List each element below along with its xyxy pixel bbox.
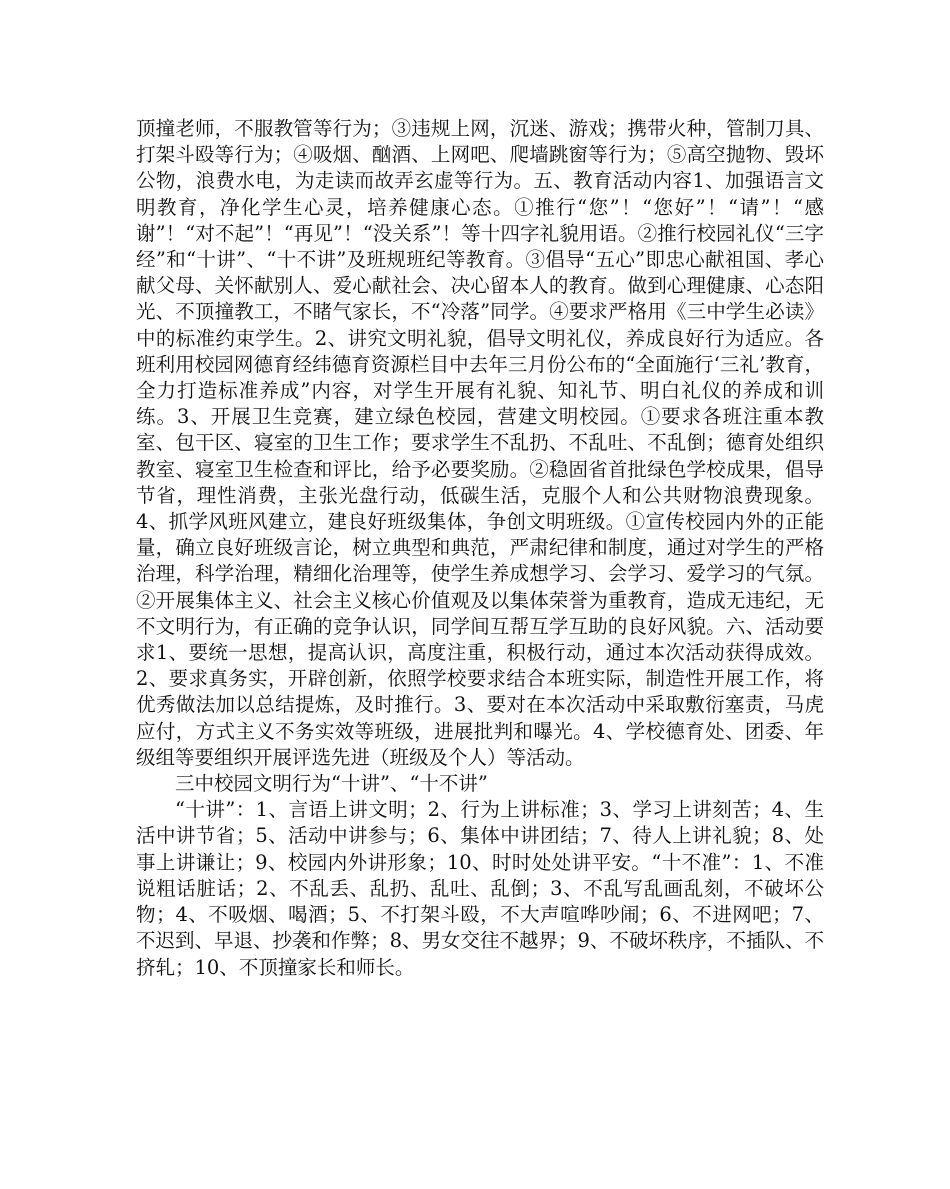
section-title-ten-rules: 三中校园文明行为“十讲”、“十不讲” <box>175 772 488 796</box>
body-paragraph-rules: “十讲”：1、言语上讲文明；2、行为上讲标准；3、学习上讲刻苦；4、生活中讲节省；5、活动中讲参与；6、集体中讲团结；7、待人上讲礼貌；8、处事上讲谦让；9、校园内外讲形象；10、时时处处讲平安。“十不准”：1、不准说粗话脏话；2、不乱丢、乱扔、乱吐、乱倒；3、不乱写乱画乱刻，不破坏公物；4、不吸烟、喝酒；5、不打架斗殴，不大声喧哗吵闹；6、不进网吧；7、不迟到、早退、抄袭和作弊；8、男女交往不越界；9、不破坏秩序，不插队、不挤轧；10、不顶撞家长和师长。 <box>136 798 824 979</box>
body-paragraph-main: 顶撞老师，不服教管等行为；③违规上网，沉迷、游戏；携带火种，管制刀具、打架斗殴等行为；④吸烟、酗酒、上网吧、爬墙跳窗等行为；⑤高空抛物、毁坏公物，浪费水电，为走读而故弄玄虚等行为。五、教育活动内容1、加强语言文明教育，净化学生心灵，培养健康心态。①推行“您”！“您好”！“请”！“感谢”！“对不起”！“再见”！“没关系”！等十四字礼貌用语。②推行校园礼仪“三字经”和“十讲”、“十不讲”及班规班纪等教育。③倡导“五心”即忠心献祖国、孝心献父母、关怀献别人、爱心献社会、决心留本人的教育。做到心理健康、心态阳光、不顶撞教工，不睹气家长，不“冷落”同学。④要求严格用《三中学生必读》中的标准约束学生。2、讲究文明礼貌，倡导文明礼仪，养成良好行为适应。各班利用校园网德育经纬德育资源栏目中去年三月份公布的“全面施行‘三礼’教育，全力打造标准养成”内容，对学生开展有礼貌、知礼节、明白礼仪的养成和训练。3、开展卫生竞赛，建立绿色校园，营建文明校园。①要求各班注重本教室、包干区、寝室的卫生工作；要求学生不乱扔、不乱吐、不乱倒；德育处组织教室、寝室卫生检查和评比，给予必要奖励。②稳固省首批绿色学校成果，倡导节省，理性消费，主张光盘行动，低碳生活，克服个人和公共财物浪费现象。4、抓学风班风建立，建良好班级集体，争创文明班级。①宣传校园内外的正能量，确立良好班级言论，树立典型和典范，严肃纪律和制度，通过对学生的严格治理，科学治理，精细化治理等，使学生养成想学习、会学习、爱学习的气氛。②开展集体主义、社会主义核心价值观及以集体荣誉为重教育，造成无违纪，无不文明行为，有正确的竞争认识，同学间互帮互学互助的良好风貌。六、活动要求1、要统一思想，提高认识，高度注重，积极行动，通过本次活动获得成效。2、要求真务实，开辟创新，依照学校要求结合本班实际，制造性开展工作，将优秀做法加以总结提炼，及时推行。3、要对在本次活动中采取敷衍塞责，马虎应付，方式主义不务实效等班级，进展批判和曝光。4、学校德育处、团委、年级组等要组织开展评选先进（班级及个人）等活动。 <box>136 117 824 769</box>
document-body <box>136 116 824 981</box>
